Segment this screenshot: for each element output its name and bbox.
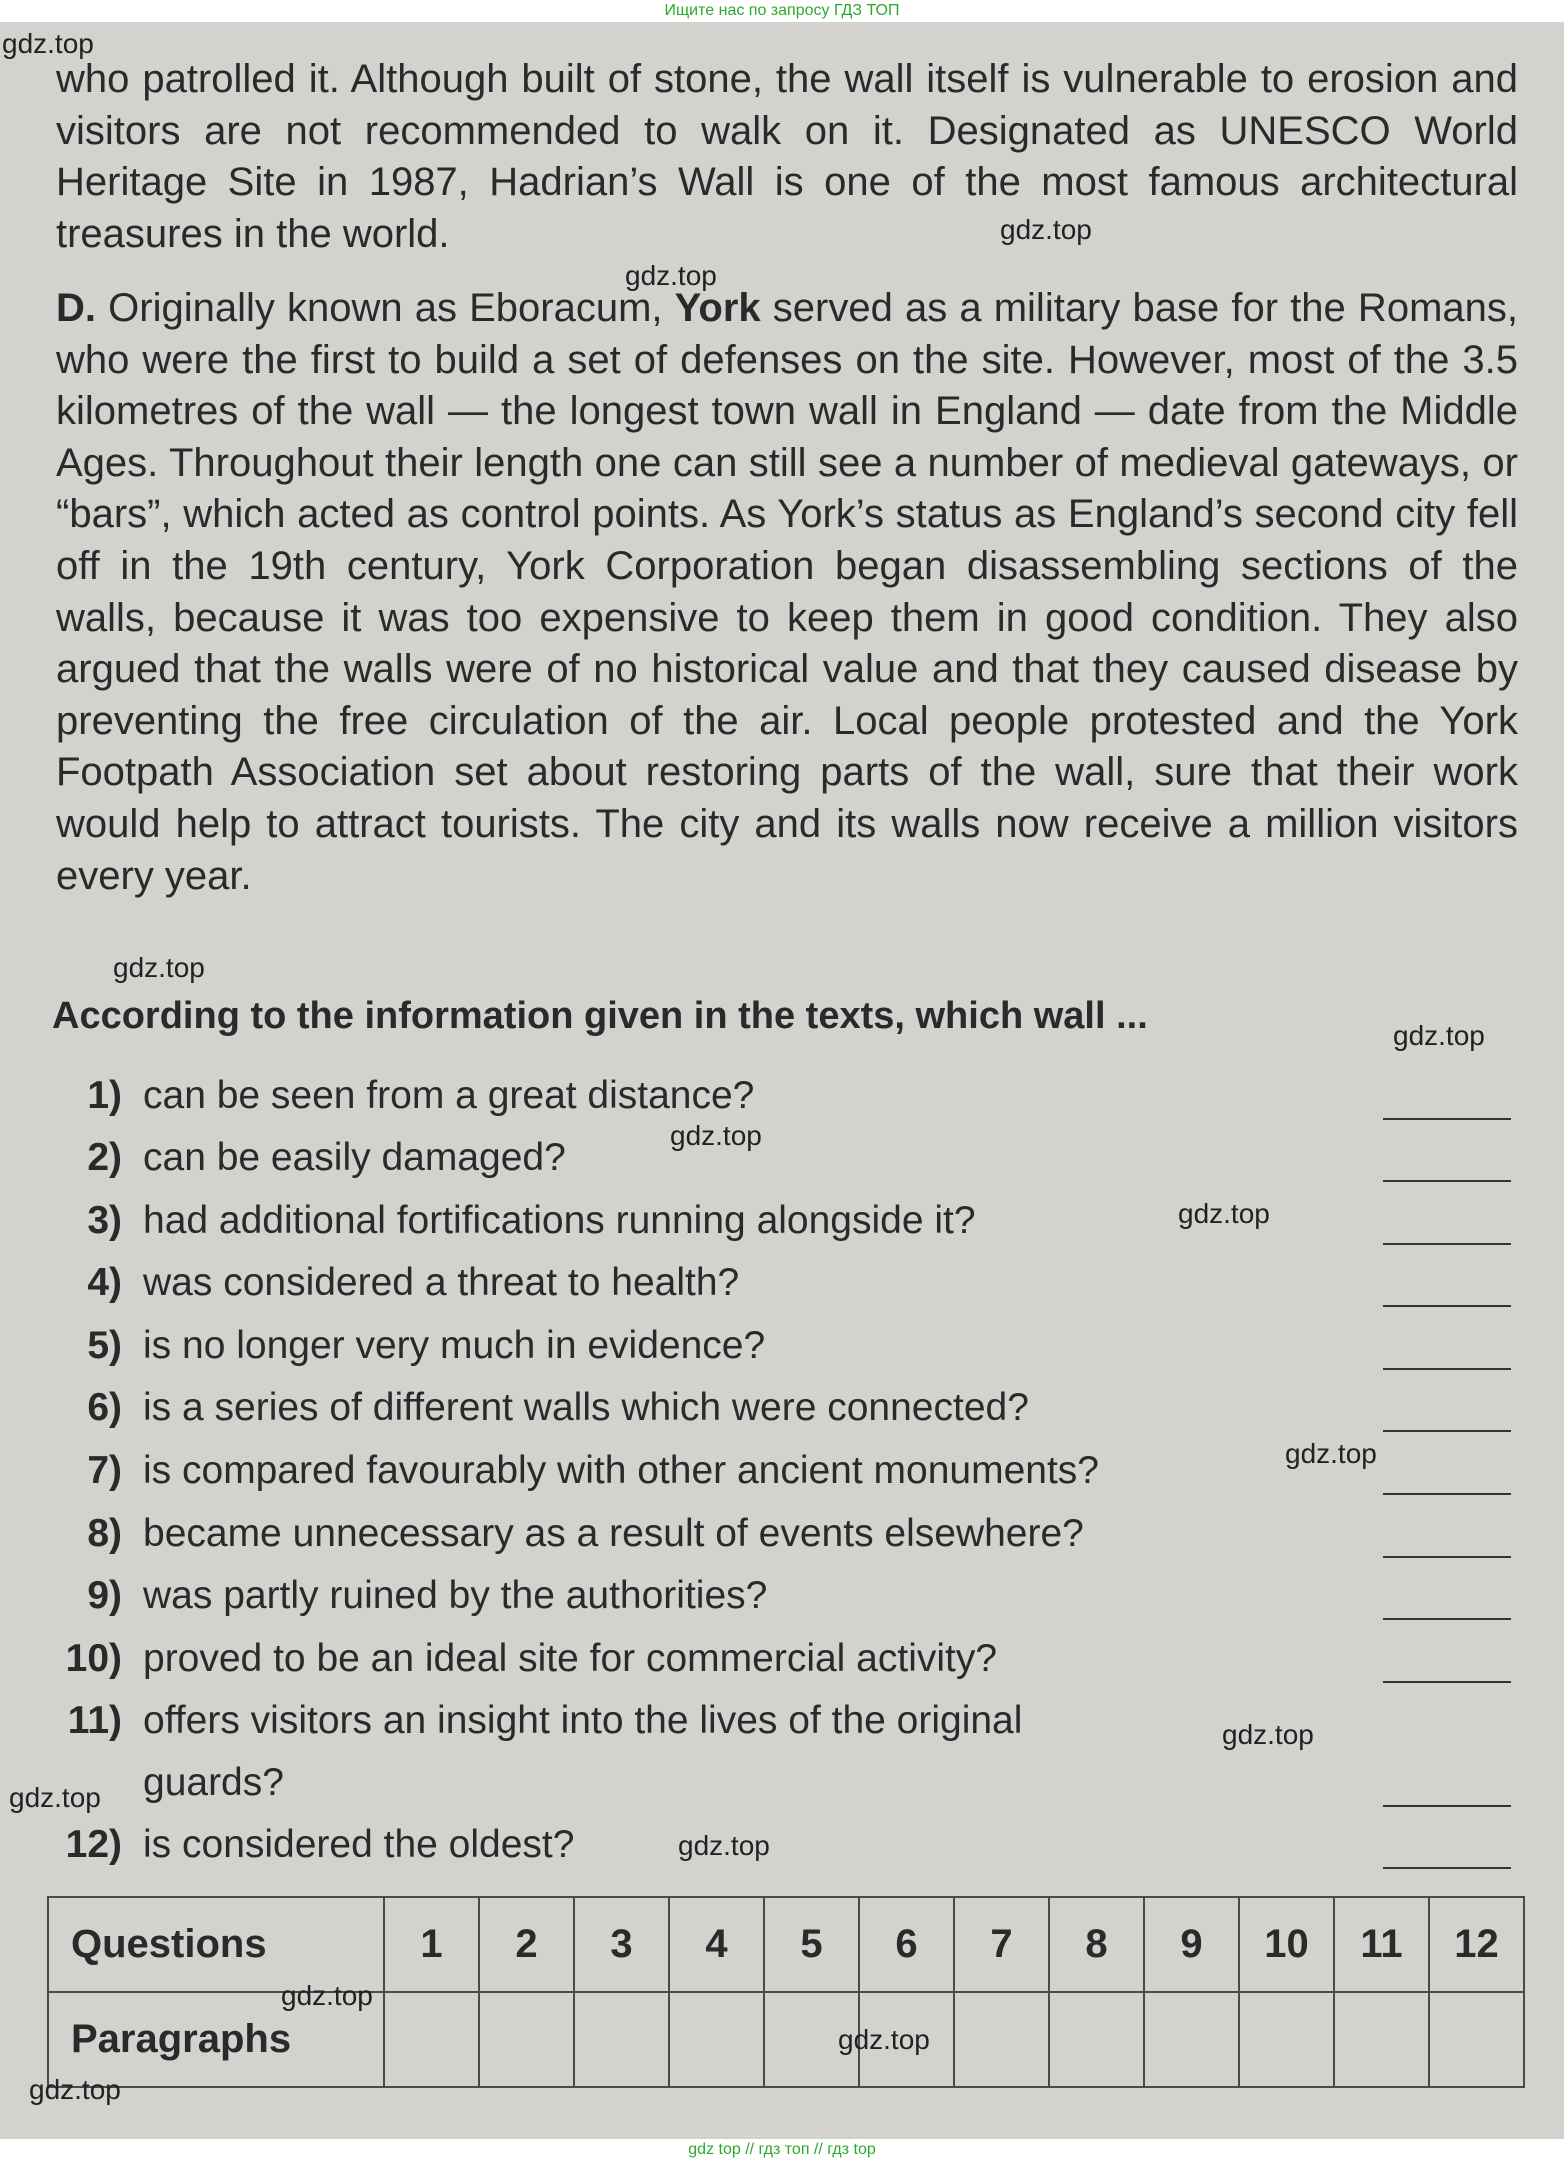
question-number: 7) xyxy=(87,1449,122,1492)
question-text: can be seen from a great distance? xyxy=(143,1074,755,1117)
answer-cell[interactable] xyxy=(1144,1992,1239,2087)
column-number: 6 xyxy=(859,1897,954,1992)
question-item xyxy=(0,1070,1564,1130)
question-number: 11) xyxy=(67,1699,122,1742)
question-item xyxy=(0,1132,1564,1192)
answer-blank[interactable] xyxy=(1383,1618,1511,1620)
answer-blank[interactable] xyxy=(1383,1556,1511,1558)
answer-cell[interactable] xyxy=(384,1992,479,2087)
question-text: became unnecessary as a result of events elsewhere? xyxy=(143,1512,1084,1555)
passage-d-name: York xyxy=(674,286,761,330)
answer-grid xyxy=(47,1896,1525,2088)
answer-cell[interactable] xyxy=(1049,1992,1144,2087)
answer-blank[interactable] xyxy=(1383,1430,1511,1432)
question-item xyxy=(0,1257,1564,1317)
watermark: gdz.top xyxy=(9,1782,101,1813)
column-number: 3 xyxy=(574,1897,669,1992)
watermark: gdz.top xyxy=(113,952,205,983)
passage-c-ending: who patrolled it. Although built of stone, the wall itself is vulnerable to erosion and visitors are not recommended to walk on it. Designated as UNESCO World Heritage Site in 1987, Hadrian’s Wall is one of the most famous architectural treasures in the world. xyxy=(56,57,1518,256)
answer-blank[interactable] xyxy=(1383,1805,1511,1807)
question-text: can be easily damaged? xyxy=(143,1136,566,1179)
column-number: 9 xyxy=(1144,1897,1239,1992)
question-text: guards? xyxy=(143,1761,284,1804)
question-text: is no longer very much in evidence? xyxy=(143,1324,766,1367)
question-text: is considered the oldest? xyxy=(143,1823,575,1866)
bottom-banner: gdz top // гдз топ // гдз top xyxy=(0,2139,1564,2161)
column-number: 2 xyxy=(479,1897,574,1992)
answer-blank[interactable] xyxy=(1383,1180,1511,1182)
answer-blank[interactable] xyxy=(1383,1305,1511,1307)
paragraph-letter: D. xyxy=(56,286,96,330)
watermark: gdz.top xyxy=(670,1120,762,1151)
answer-cell[interactable] xyxy=(1429,1992,1524,2087)
watermark: gdz.top xyxy=(838,2024,930,2055)
question-text: is compared favourably with other ancient monuments? xyxy=(143,1449,1099,1492)
watermark: gdz.top xyxy=(1000,214,1092,245)
question-item-continued xyxy=(0,1757,1564,1817)
question-text: was partly ruined by the authorities? xyxy=(143,1574,768,1617)
passage-d-lead: Originally known as Eboracum, xyxy=(96,286,675,330)
question-number: 12) xyxy=(65,1823,122,1866)
watermark: gdz.top xyxy=(625,260,717,291)
answer-blank[interactable] xyxy=(1383,1243,1511,1245)
question-item xyxy=(0,1695,1564,1755)
column-number: 5 xyxy=(764,1897,859,1992)
watermark: gdz.top xyxy=(1285,1438,1377,1469)
column-number: 4 xyxy=(669,1897,764,1992)
question-number: 10) xyxy=(65,1637,122,1680)
question-number: 8) xyxy=(87,1512,122,1555)
task-prompt: According to the information given in the texts, which wall ... xyxy=(52,995,1148,1037)
watermark: gdz.top xyxy=(2,28,94,59)
watermark: gdz.top xyxy=(1178,1198,1270,1229)
watermark: gdz.top xyxy=(29,2074,121,2105)
question-item xyxy=(0,1633,1564,1693)
paragraphs-row xyxy=(48,1992,1524,2087)
answer-cell[interactable] xyxy=(1239,1992,1334,2087)
passage-d-body: served as a military base for the Romans, who were the first to build a set of defenses on the site. However, most of the 3.5 kilometres of the wall — the longest town wall in England — date from the Middle Ages. Throughout their length one can still see a number of medieval gateways, or “bars”, which acted as control points. As York’s status as England’s second city fell off in the 19th century, York Corporation began disassembling sections of the walls, because it was too expensive to keep them in good condition. They also argued that the walls were of no historical value and that they caused disease by preventing the free circulation of the air. Local people protested and the York Footpath Association set about restoring parts of the wall, sure that their work would help to attract tourists. The city and its walls now receive a million visitors every year. xyxy=(56,286,1518,898)
question-number: 4) xyxy=(87,1261,122,1304)
watermark: gdz.top xyxy=(678,1830,770,1861)
answer-cell[interactable] xyxy=(669,1992,764,2087)
question-number: 9) xyxy=(87,1574,122,1617)
answer-cell[interactable] xyxy=(574,1992,669,2087)
question-text: offers visitors an insight into the lives of the original xyxy=(143,1699,1023,1742)
question-item xyxy=(0,1320,1564,1380)
question-text: proved to be an ideal site for commercial activity? xyxy=(143,1637,998,1680)
answer-blank[interactable] xyxy=(1383,1493,1511,1495)
question-number: 2) xyxy=(87,1136,122,1179)
answer-cell[interactable] xyxy=(954,1992,1049,2087)
answer-blank[interactable] xyxy=(1383,1681,1511,1683)
question-number: 1) xyxy=(87,1074,122,1117)
question-item xyxy=(0,1382,1564,1442)
question-item xyxy=(0,1195,1564,1255)
column-number: 11 xyxy=(1334,1897,1429,1992)
answer-blank[interactable] xyxy=(1383,1867,1511,1869)
column-number: 12 xyxy=(1429,1897,1524,1992)
watermark: gdz.top xyxy=(281,1980,373,2011)
answer-cell[interactable] xyxy=(1334,1992,1429,2087)
answer-blank[interactable] xyxy=(1383,1368,1511,1370)
question-number: 6) xyxy=(87,1386,122,1429)
question-text: is a series of different walls which were connected? xyxy=(143,1386,1029,1429)
question-text: had additional fortifications running alongside it? xyxy=(143,1199,976,1242)
row-label-questions: Questions xyxy=(48,1897,384,1992)
question-number: 3) xyxy=(87,1199,122,1242)
questions-row xyxy=(48,1897,1524,1992)
row-label-paragraphs: Paragraphs xyxy=(48,1992,384,2087)
question-text: was considered a threat to health? xyxy=(143,1261,740,1304)
question-number: 5) xyxy=(87,1324,122,1367)
textbook-page xyxy=(0,22,1564,2139)
question-item xyxy=(0,1819,1564,1879)
column-number: 10 xyxy=(1239,1897,1334,1992)
passage-d xyxy=(56,283,1518,902)
watermark: gdz.top xyxy=(1393,1020,1485,1051)
question-item xyxy=(0,1508,1564,1568)
column-number: 7 xyxy=(954,1897,1049,1992)
answer-blank[interactable] xyxy=(1383,1118,1511,1120)
answer-cell[interactable] xyxy=(479,1992,574,2087)
question-item xyxy=(0,1570,1564,1630)
column-number: 1 xyxy=(384,1897,479,1992)
watermark: gdz.top xyxy=(1222,1719,1314,1750)
column-number: 8 xyxy=(1049,1897,1144,1992)
top-banner: Ищите нас по запросу ГДЗ ТОП xyxy=(0,0,1564,22)
